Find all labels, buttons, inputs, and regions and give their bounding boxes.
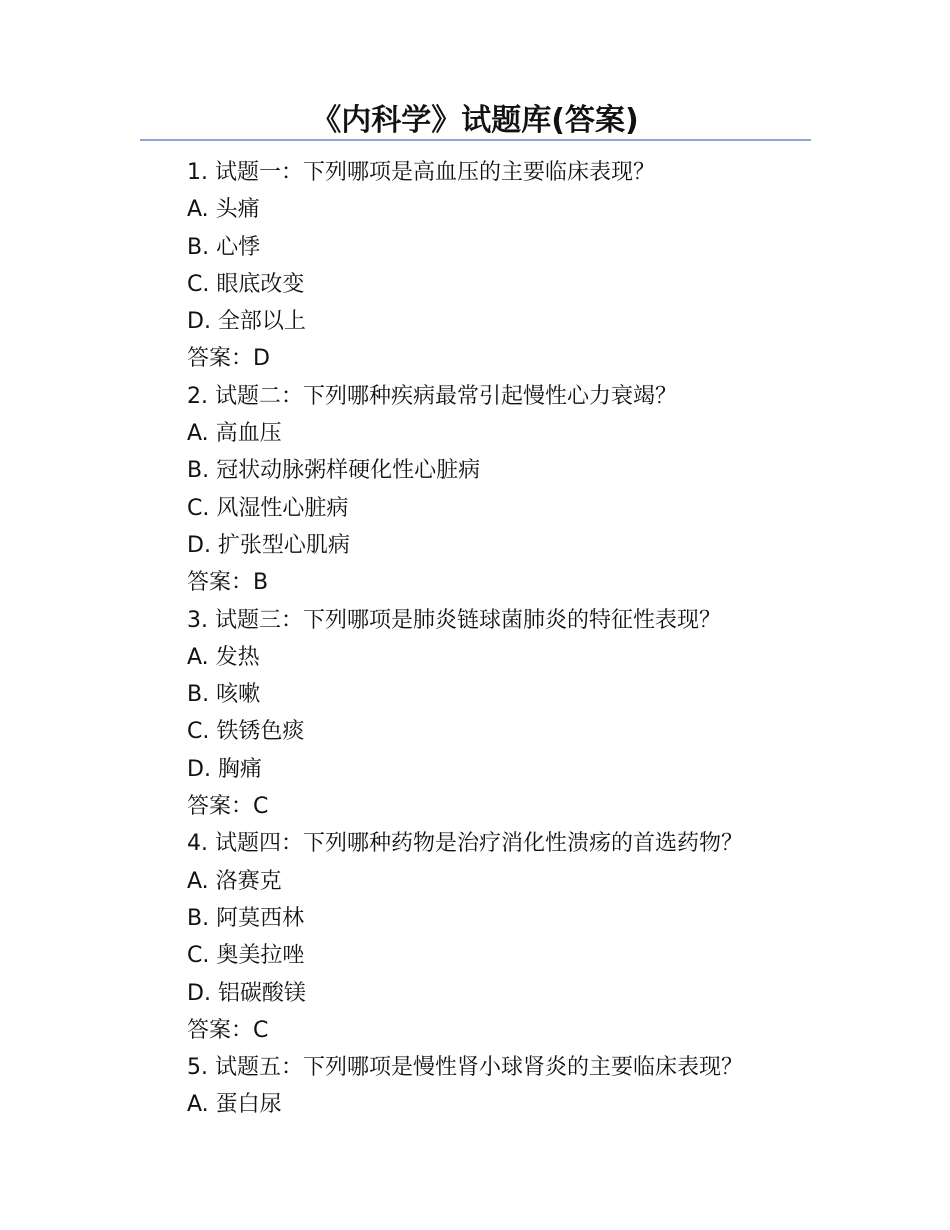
option-c: C. 风湿性心脏病	[187, 495, 349, 521]
answer-line: 答案：D	[187, 346, 270, 372]
option-b: B. 冠状动脉粥样硬化性心脏病	[187, 458, 481, 484]
option-a: A. 头痛	[187, 197, 260, 223]
option-c: C. 眼底改变	[187, 271, 305, 297]
option-b: B. 阿莫西林	[187, 905, 305, 931]
option-a: A. 洛赛克	[187, 868, 282, 894]
document-title: 《内科学》试题库(答案)	[311, 103, 639, 138]
option-b: B. 心悸	[187, 234, 261, 260]
option-d: D. 扩张型心肌病	[187, 532, 350, 558]
answer-line: 答案：B	[187, 570, 269, 596]
question-text: 4. 试题四：下列哪种药物是治疗消化性溃疡的首选药物？	[187, 831, 743, 857]
option-c: C. 奥美拉唑	[187, 943, 305, 969]
option-d: D. 全部以上	[187, 309, 306, 335]
question-list	[187, 154, 887, 1124]
question-text: 1. 试题一：下列哪项是高血压的主要临床表现？	[187, 160, 655, 185]
question-text: 3. 试题三：下列哪项是肺炎链球菌肺炎的特征性表现？	[187, 607, 721, 633]
option-d: D. 胸痛	[187, 756, 262, 782]
option-a: A. 发热	[187, 644, 260, 670]
question-text: 2. 试题二：下列哪种疾病最常引起慢性心力衰竭？	[187, 383, 677, 409]
answer-line: 答案：C	[187, 794, 269, 820]
option-c: C. 铁锈色痰	[187, 719, 305, 745]
option-a: A. 高血压	[187, 421, 282, 447]
answer-line: 答案：C	[187, 1017, 269, 1043]
title-underline	[140, 139, 811, 141]
option-d: D. 铝碳酸镁	[187, 980, 306, 1006]
option-a: A. 蛋白尿	[187, 1092, 282, 1118]
option-b: B. 咳嗽	[187, 682, 261, 708]
question-text: 5. 试题五：下列哪项是慢性肾小球肾炎的主要临床表现？	[187, 1055, 743, 1081]
